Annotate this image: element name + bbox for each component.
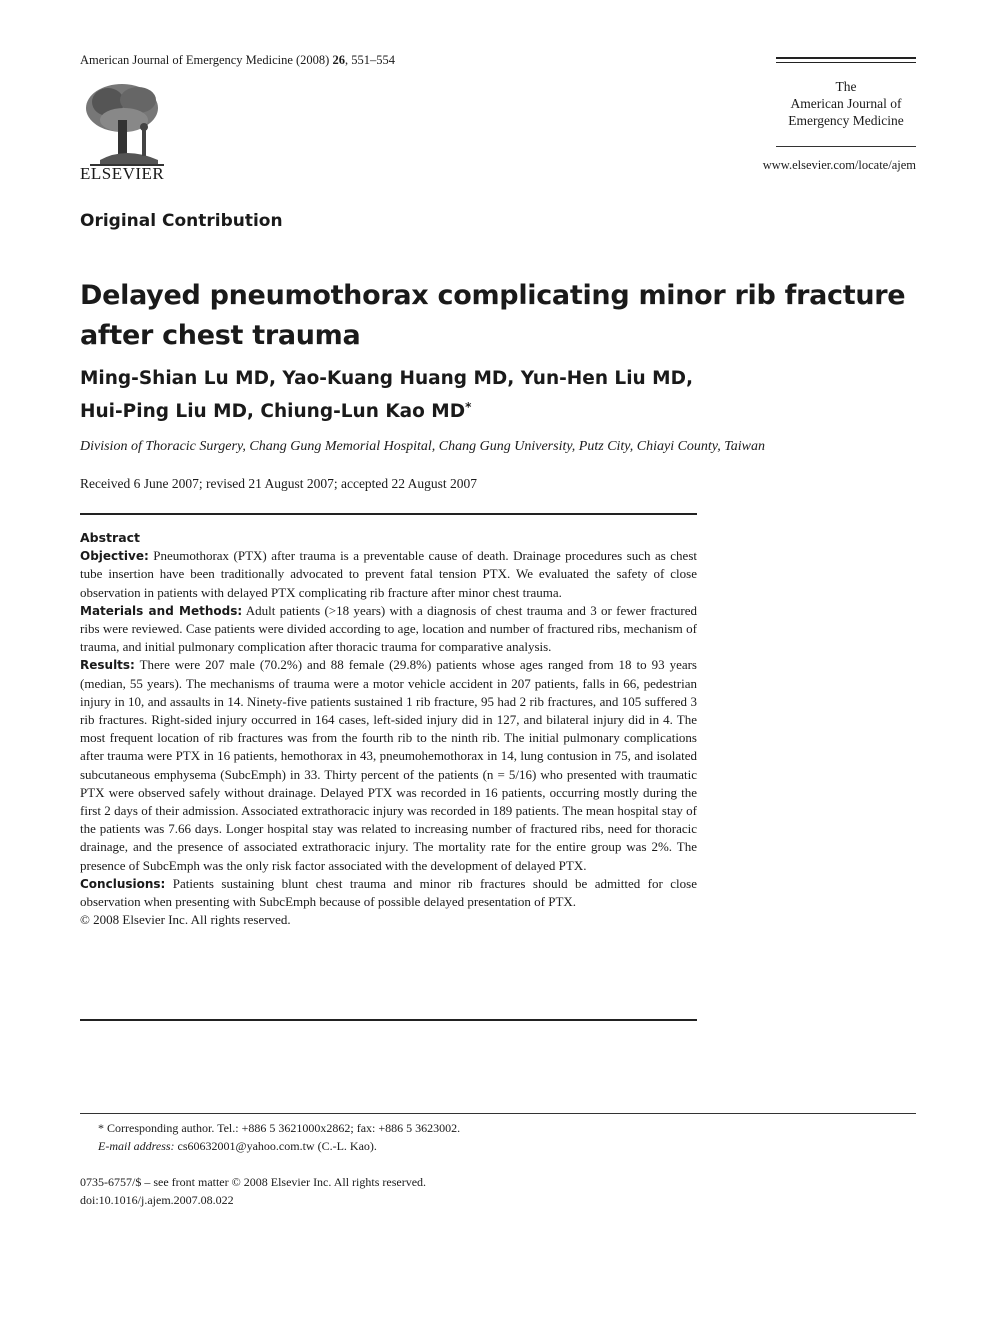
abstract-bottom-rule	[80, 1019, 697, 1021]
abstract-objective	[80, 547, 697, 602]
abstract-conclusions	[80, 875, 697, 911]
section-text: Patients sustaining blunt chest trauma and minor rib fractures should be admitted for close observation when presenting with SubcEmph because of possible delayed presentation of PTX.	[80, 875, 697, 910]
masthead-divider	[776, 146, 916, 147]
journal-masthead	[776, 78, 916, 129]
doi-line[interactable]: doi:10.1016/j.ajem.2007.08.022	[80, 1193, 234, 1207]
section-text: Pneumothorax (PTX) after trauma is a preventable cause of death. Drainage procedures such as chest tube insertion have been traditionally advocated to prevent fatal tension PTX. We evaluated the safety of close observation in patients with delayed PTX complicating rib fracture after minor chest trauma.	[80, 548, 697, 600]
article-title: Delayed pneumothorax complicating minor rib fracture after chest trauma	[80, 280, 906, 351]
abstract-methods	[80, 602, 697, 657]
footnote-divider	[80, 1113, 916, 1114]
section-text: Adult patients (>18 years) with a diagnosis of chest trauma and 3 or fewer fractured ribs were reviewed. Case patients were divided according to age, location and number of fractured ribs, mechanism of trauma, and initial pulmonary complication after thoracic trauma for comparative analysis.	[80, 602, 697, 655]
email-label: E-mail address:	[98, 1139, 175, 1153]
masthead-rule	[776, 62, 916, 63]
issn-line: 0735-6757/$ – see front matter © 2008 Elsevier Inc. All rights reserved.	[80, 1175, 427, 1189]
masthead-rules	[776, 57, 916, 66]
abstract-top-rule	[80, 513, 697, 515]
abstract-results	[80, 656, 697, 874]
section-label: Results:	[80, 658, 135, 673]
authors-line: Hui-Ping Liu MD, Chiung-Lun Kao MD	[80, 401, 466, 422]
authors-line: Ming-Shian Lu MD, Yao-Kuang Huang MD, Yun-Hen Liu MD,	[80, 368, 693, 389]
journal-ref-prefix: American Journal of Emergency Medicine (2008)	[80, 53, 330, 67]
masthead-rule	[776, 57, 916, 59]
corresponding-author-note: * Corresponding author. Tel.: +886 5 3621000x2862; fax: +886 5 3623002.	[98, 1121, 461, 1135]
email-address[interactable]: cs60632001@yahoo.com.tw (C.-L. Kao).	[174, 1139, 377, 1153]
section-label: Conclusions:	[80, 876, 166, 891]
section-text: There were 207 male (70.2%) and 88 female (29.8%) patients whose ages ranged from 18 to 93 years (median, 55 years). The mechanisms of trauma were a motor vehicle accident in 207 patients, falls in 66, pedestrian injury in 10, and assaults in 14. Ninety-five patients sustained 1 rib fracture, 95 had 2 rib fractures, and 105 suffered 3 rib fractures. Right-sided injury occurred in 164 cases, left-sided injury did in 127, and bilateral injury did in 4. The most frequent location of rib fractures was from the fourth rib to the ninth rib. The initial pulmonary complications after trauma were PTX in 16 patients, hemothorax in 43, pneumohemothorax in 14, lung contusion in 75, and isolated subcutaneous emphysema (SubcEmph) in 33. Thirty percent of the patients (n = 5/16) who presented with traumatic PTX were observed safely without drainage. Delayed PTX was recorded in 16 patients, occurring mostly during the first 2 days of their admission. Associated extrathoracic injury was recorded in 189 patients. The mean hospital stay of the patients was 7.66 days. Longer hospital stay was related to increasing number of fractured ribs, need for thoracic drainage, and the presence of associated extrathoracic injury. The mortality rate for the entire group was 2%. The presence of SubcEmph was the only risk factor associated with the development of delayed PTX.	[80, 657, 697, 873]
section-label: Materials and Methods:	[80, 603, 243, 618]
section-label: Objective:	[80, 549, 149, 564]
received-dates: Received 6 June 2007; revised 21 August 2007; accepted 22 August 2007	[80, 476, 478, 491]
front-matter	[80, 1173, 426, 1209]
masthead-line: Emergency Medicine	[788, 113, 904, 128]
masthead-line: The	[835, 79, 857, 94]
article-type: Original Contribution	[80, 211, 283, 231]
journal-pages: , 551–554	[344, 53, 395, 67]
masthead-line: American Journal of	[790, 96, 902, 111]
abstract	[80, 529, 697, 929]
abstract-copyright: © 2008 Elsevier Inc. All rights reserved.	[80, 912, 291, 928]
journal-volume: 26	[332, 53, 345, 67]
corresponding-mark[interactable]: *	[465, 400, 472, 414]
journal-citation	[80, 53, 395, 68]
affiliation: Division of Thoracic Surgery, Chang Gung Memorial Hospital, Chang Gung University, Putz City, Chiayi County, Taiwan	[80, 439, 765, 454]
footnotes	[80, 1119, 916, 1155]
abstract-heading: Abstract	[80, 530, 141, 545]
publisher-name: ELSEVIER	[80, 164, 165, 183]
author-list	[80, 365, 910, 426]
journal-url[interactable]: www.elsevier.com/locate/ajem	[762, 158, 916, 172]
email-note	[80, 1137, 916, 1155]
